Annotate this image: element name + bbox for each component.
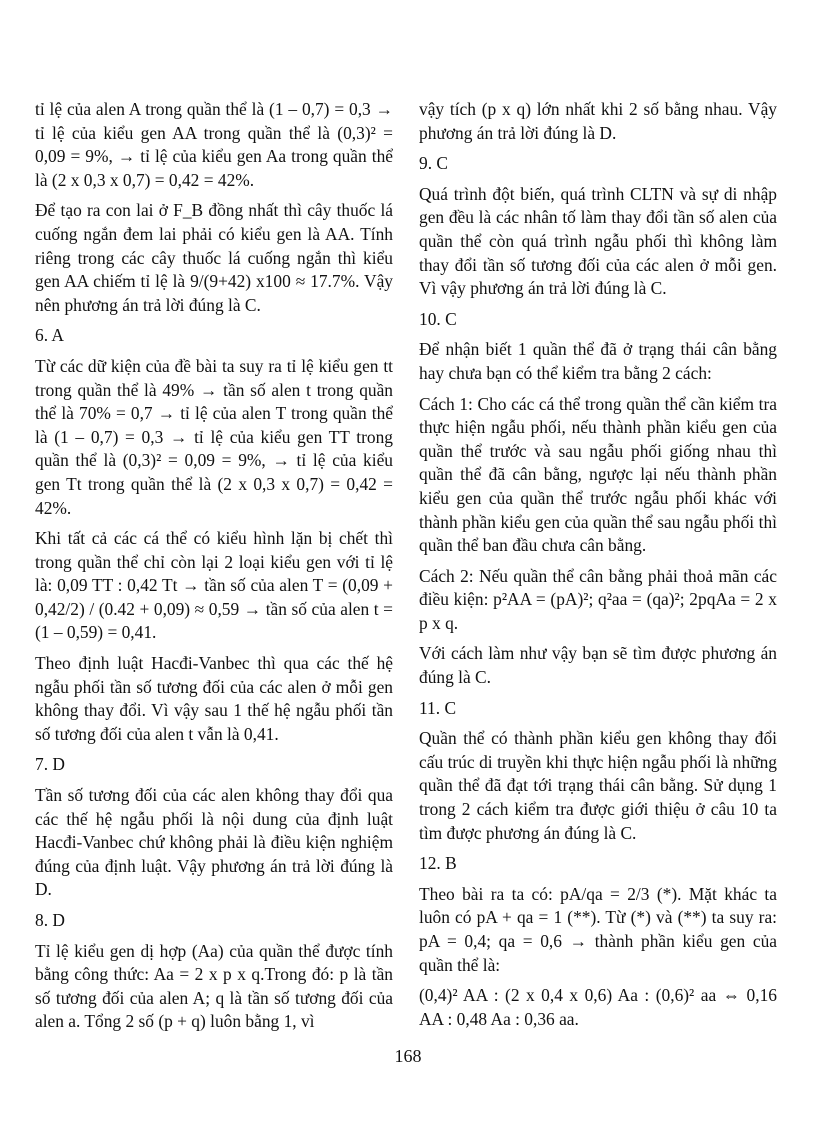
- answer-heading: 9. C: [419, 153, 448, 174]
- answer-heading: 12. B: [419, 853, 457, 874]
- answer-heading: 8. D: [35, 910, 65, 930]
- paragraph: Khi tất cả các cá thể có kiểu hình lặn bị chết thì trong quần thể chỉ còn lại 2 loại kiểu gen với tỉ lệ là: 0,09 TT : 0,42 Tt → tần số của alen T = (0,09 + 0,42/2) / (0.42 + 0,09) ≈ 0,59 → tần số của alen t = (1 – 0,59) = 0,41.: [35, 528, 393, 643]
- paragraph: Với cách làm như vậy bạn sẽ tìm được phương án đúng là C.: [419, 643, 777, 688]
- paragraph: Theo bài ra ta có: pA/qa = 2/3 (*). Mặt khác ta luôn có pA + qa = 1 (**). Từ (*) và (**) ta suy ra: pA = 0,4; qa = 0,6 → thành phần kiểu gen của quần thể là:: [419, 883, 777, 975]
- answer-heading: 10. C: [419, 308, 457, 329]
- answer-heading: 11. C: [419, 697, 457, 718]
- paragraph: Tần số tương đối của các alen không thay đổi qua các thế hệ ngẫu phối là nội dung của định luật Hacđi-Vanbec chứ không phải là điều kiện nghiệm đúng của định luật. Vậy phương án trả lời đúng là D.: [35, 785, 393, 900]
- left-column: [35, 98, 393, 1041]
- page-number: 168: [394, 1046, 422, 1066]
- paragraph: Tỉ lệ kiểu gen dị hợp (Aa) của quần thể được tính bằng công thức: Aa = 2 x p x q.Trong đó: p là tần số tương đối của alen A; q là tần số tương đối của alen a. Tổng 2 số (p + q) luôn bằng 1, vì: [35, 940, 393, 1032]
- paragraph: Để tạo ra con lai ở F_B đồng nhất thì cây thuốc lá cuống ngắn đem lai phải có kiểu gen là AA. Tính riêng trong các cây thuốc lá cuống ngắn thì kiểu gen AA chiếm tỉ lệ là 9/(9+42) x100 ≈ 17.7%. Vậy nên phương án trả lời đúng là C.: [35, 200, 393, 315]
- right-column: [419, 98, 777, 1038]
- paragraph: vậy tích (p x q) lớn nhất khi 2 số bằng nhau. Vậy phương án trả lời đúng là D.: [419, 99, 777, 143]
- answer-heading: 7. D: [35, 754, 65, 775]
- paragraph: Quá trình đột biến, quá trình CLTN và sự di nhập gen đều là các nhân tố làm thay đổi tần số alen của quần thể còn quá trình ngẫu phối thì không làm thay đổi tần số tương đối của các alen ở mỗi gen. Vì vậy phương án trả lời đúng là C.: [419, 183, 777, 299]
- paragraph: (0,4)² AA : (2 x 0,4 x 0,6) Aa : (0,6)² aa ⇔ 0,16 AA : 0,48 Aa : 0,36 aa.: [419, 985, 777, 1029]
- paragraph: Từ các dữ kiện của đề bài ta suy ra tỉ lệ kiểu gen tt trong quần thể là 49% → tần số alen t trong quần thể là 70% = 0,7 → tỉ lệ của alen T trong quần thể là (1 – 0,7) = 0,3 → tỉ lệ của kiểu gen TT trong quần thể là (0,3)² = 0,09 = 9%, → tỉ lệ của kiểu gen Tt trong quần thể là (2 x 0,3 x 0,7) = 0,42 = 42%.: [35, 355, 393, 518]
- paragraph: Quần thể có thành phần kiểu gen không thay đổi cấu trúc di truyền khi thực hiện ngẫu phối là những quần thể đã đạt tới trạng thái cân bằng. Sử dụng 1 trong 2 cách kiểm tra được giới thiệu ở câu 10 ta tìm được phương án đúng là C.: [419, 728, 777, 843]
- paragraph: Theo định luật Hacđi-Vanbec thì qua các thế hệ ngẫu phối tần số tương đối của các alen ở mỗi gen không thay đổi. Vì vậy sau 1 thế hệ ngẫu phối tần số tương đối của alen t vẫn là 0,41.: [35, 653, 393, 744]
- paragraph: tỉ lệ của alen A trong quần thể là (1 – 0,7) = 0,3 → tỉ lệ của kiểu gen AA trong quần thể là (0,3)² = 0,09 = 9%, → tỉ lệ của kiểu gen Aa trong quần thể là (2 x 0,3 x 0,7) = 0,42 = 42%.: [35, 99, 393, 190]
- paragraph: Cách 2: Nếu quần thể cân bằng phải thoả mãn các điều kiện: p²AA = (pA)²; q²aa = (qa)²; 2pqAa = 2 x p x q.: [419, 565, 777, 633]
- answer-heading: 6. A: [35, 325, 64, 346]
- paragraph: Cách 1: Cho các cá thể trong quần thể cần kiểm tra thực hiện ngẫu phối, nếu thành phần kiểu gen của quần thể trước và sau ngẫu phối giống nhau thì quần thể đã cân bằng, ngược lại nếu thành phần kiểu gen của quần thể trước ngẫu phối khác với thành phần kiểu gen của quần thể sau ngẫu phối thì quần thể ban đầu chưa cân bằng.: [419, 393, 777, 556]
- paragraph: Để nhận biết 1 quần thể đã ở trạng thái cân bằng hay chưa bạn có thể kiểm tra bằng 2 cách:: [419, 339, 777, 383]
